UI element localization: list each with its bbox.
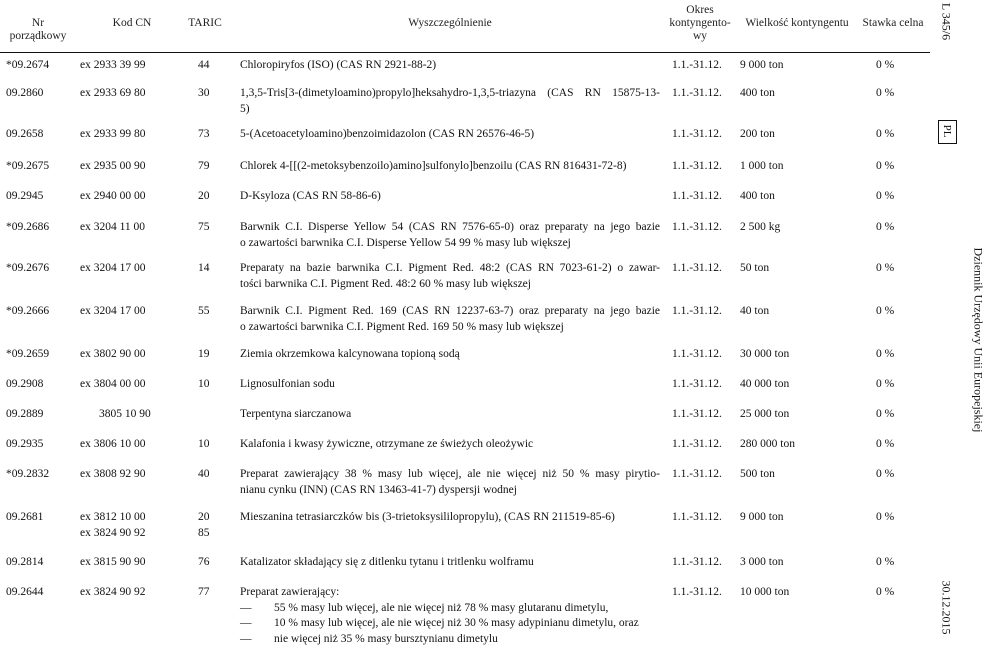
row-cn: [80, 377, 162, 393]
row-description: [240, 437, 660, 453]
row-cn: [80, 159, 162, 175]
row-cn-code: ex 2940 00 00: [80, 190, 146, 202]
row-nr: 09.2889: [6, 408, 44, 420]
row-wielkosc: 400 ton: [740, 190, 775, 202]
row-taric-code: 20: [198, 511, 210, 523]
row-cn-code: ex 3804 00 00: [80, 378, 146, 390]
header-okres: [664, 4, 736, 43]
row-description: [240, 220, 660, 251]
row-cn-code: ex 3824 90 92: [80, 526, 146, 539]
row-taric: [198, 437, 218, 453]
row-taric-code: 40: [198, 468, 210, 480]
row-taric: [198, 467, 218, 483]
row-stawka: 0 %: [876, 262, 895, 274]
row-okres: 1.1.-31.12.: [672, 160, 722, 172]
row-description: [240, 58, 660, 74]
row-description: [240, 555, 660, 571]
row-nr: *09.2659: [6, 348, 50, 360]
row-cn: [80, 585, 162, 601]
row-stawka: 0 %: [876, 556, 895, 568]
row-okres: 1.1.-31.12.: [672, 305, 722, 317]
row-nr: 09.2860: [6, 87, 44, 99]
row-description-line: nianu cynku (INN) (CAS RN 13463-41-7) dyspersji wodnej: [240, 483, 517, 496]
header-stawka: Stawka celna: [862, 17, 924, 29]
row-wielkosc: 10 000 ton: [740, 586, 790, 598]
row-description-line: Katalizator składający się z ditlenku tytanu i tritlenku wolframu: [240, 556, 534, 568]
row-wielkosc: 200 ton: [740, 128, 775, 140]
row-stawka: 0 %: [876, 59, 895, 71]
row-nr: 09.2945: [6, 190, 44, 202]
row-cn-code: ex 3802 90 00: [80, 348, 146, 360]
row-description-line: Terpentyna siarczanowa: [240, 408, 352, 420]
row-okres: 1.1.-31.12.: [672, 468, 722, 480]
language-box: [938, 120, 957, 144]
row-cn-code: ex 3812 10 00: [80, 511, 146, 523]
row-taric-code: 44: [198, 59, 210, 71]
row-nr: 09.2814: [6, 556, 44, 568]
row-stawka: 0 %: [876, 160, 895, 172]
row-okres: 1.1.-31.12.: [672, 262, 722, 274]
row-nr: 09.2658: [6, 128, 44, 140]
row-stawka: 0 %: [876, 87, 895, 99]
row-cn-code: ex 2933 99 80: [80, 128, 146, 140]
row-wielkosc: 2 500 kg: [740, 221, 781, 233]
row-description-line: o zawartości barwnika C.I. Disperse Yellow 54 99 % masy lub większej: [240, 236, 571, 249]
row-description-line: Mieszanina tetrasiarczków bis (3-trietoksysililopropylu), (CAS RN 211519-85-6): [240, 511, 615, 523]
row-description: [240, 347, 660, 363]
row-stawka: 0 %: [876, 221, 895, 233]
row-description-line: D-Ksyloza (CAS RN 58-86-6): [240, 190, 381, 202]
row-description: [240, 261, 660, 292]
row-taric-code: 10: [198, 378, 210, 390]
row-stawka: 0 %: [876, 378, 895, 390]
row-cn: [80, 189, 162, 205]
header-okres-line3: wy: [692, 30, 708, 42]
row-taric: [198, 127, 218, 143]
row-taric: [198, 220, 218, 236]
row-stawka: 0 %: [876, 586, 895, 598]
row-description-line: Chlorek 4-[[(2-metoksybenzoilo)amino]sulfonylo]benzoilu (CAS RN 816431-72-8): [240, 160, 627, 172]
header-okres-line2: kontyngento-: [669, 17, 731, 29]
row-description-line: Lignosulfonian sodu: [240, 378, 335, 390]
row-description: [240, 127, 660, 143]
row-cn-code: ex 3204 11 00: [80, 221, 146, 233]
row-okres: 1.1.-31.12.: [672, 59, 722, 71]
row-wielkosc: 25 000 ton: [740, 408, 790, 420]
row-taric-code: 85: [198, 526, 210, 539]
row-taric-code: 20: [198, 190, 210, 202]
row-stawka: 0 %: [876, 438, 895, 450]
language-code: PL: [941, 124, 953, 138]
row-okres: 1.1.-31.12.: [672, 348, 722, 360]
row-taric: [198, 86, 218, 102]
row-description-line: Barwnik C.I. Disperse Yellow 54 (CAS RN 7576-65-0) oraz preparaty na jego bazie: [240, 221, 660, 233]
row-description: [240, 377, 660, 393]
row-wielkosc: 50 ton: [740, 262, 770, 274]
row-stawka: 0 %: [876, 128, 895, 140]
row-taric-code: 75: [198, 221, 210, 233]
row-cn-code: ex 3806 10 00: [80, 438, 146, 450]
row-taric: [198, 377, 218, 393]
row-cn: [80, 510, 162, 541]
row-wielkosc: 9 000 ton: [740, 59, 784, 71]
row-taric: [198, 189, 218, 205]
row-cn-code: ex 3808 92 90: [80, 468, 146, 480]
row-description-line: Preparat zawierający 38 % masy lub więcej, ale nie więcej niż 50 % masy pirytio-: [240, 468, 660, 480]
row-taric: [198, 159, 218, 175]
row-taric-code: 10: [198, 438, 210, 450]
row-okres: 1.1.-31.12.: [672, 87, 722, 99]
row-stawka: 0 %: [876, 348, 895, 360]
row-cn: [99, 407, 151, 423]
header-kod-cn: Kod CN: [112, 17, 152, 29]
publication-date: 30.12.2015: [939, 580, 954, 635]
row-stawka: 0 %: [876, 511, 895, 523]
row-okres: 1.1.-31.12.: [672, 378, 722, 390]
row-wielkosc: 30 000 ton: [740, 348, 790, 360]
row-taric-code: 79: [198, 160, 210, 172]
row-description-line: o zawartości barwnika C.I. Pigment Red. 169 50 % masy lub większej: [240, 320, 564, 333]
row-cn-code: ex 2933 69 80: [80, 87, 146, 99]
row-description-line: 1,3,5-Tris[3-(dimetyloamino)propylo]heksahydro-1,3,5-triazyna (CAS RN 15875-13-: [240, 87, 660, 99]
row-nr: *09.2832: [6, 468, 50, 480]
row-description-line: Barwnik C.I. Pigment Red. 169 (CAS RN 12237-63-7) oraz preparaty na jego bazie: [240, 305, 660, 317]
row-cn-code: ex 3204 17 00: [80, 305, 146, 317]
row-wielkosc: 500 ton: [740, 468, 775, 480]
row-description: [240, 467, 660, 498]
row-cn: [80, 304, 162, 320]
row-taric: [198, 261, 218, 277]
page-reference: L 345/6: [939, 2, 954, 41]
side-margin: [936, 0, 959, 661]
header-okres-line1: Okres: [686, 4, 714, 16]
row-taric: [198, 304, 218, 320]
row-okres: 1.1.-31.12.: [672, 438, 722, 450]
row-description: [240, 407, 660, 423]
row-taric-code: 55: [198, 305, 210, 317]
row-nr: *09.2686: [6, 221, 50, 233]
row-cn: [80, 467, 162, 483]
row-description-dash-item: — 10 % masy lub więcej, ale nie więcej niż 30 % masy adypinianu dimetylu, oraz: [240, 616, 660, 632]
row-description: [240, 510, 660, 526]
row-okres: 1.1.-31.12.: [672, 128, 722, 140]
journal-title: Dziennik Urzędowy Unii Europejskiej: [971, 247, 986, 433]
header-opis: Wyszczególnienie: [408, 17, 492, 29]
row-description: [240, 585, 660, 647]
row-okres: 1.1.-31.12.: [672, 586, 722, 598]
row-wielkosc: 9 000 ton: [740, 511, 784, 523]
row-description-line: Chloropiryfos (ISO) (CAS RN 2921-88-2): [240, 59, 437, 71]
row-taric-code: 77: [198, 586, 210, 598]
row-nr: 09.2935: [6, 438, 44, 450]
row-nr: 09.2681: [6, 511, 44, 523]
row-taric: [198, 58, 218, 74]
row-description-line: tości barwnika C.I. Pigment Red. 48:2 60 % masy lub większej: [240, 277, 531, 290]
row-wielkosc: 400 ton: [740, 87, 775, 99]
row-cn-code: ex 3204 17 00: [80, 262, 146, 274]
row-stawka: 0 %: [876, 408, 895, 420]
row-description: [240, 304, 660, 335]
row-description: [240, 86, 660, 117]
row-cn: [80, 127, 162, 143]
row-taric: [198, 555, 218, 571]
row-nr: *09.2676: [6, 262, 50, 274]
row-nr: *09.2666: [6, 305, 50, 317]
row-taric: [198, 347, 218, 363]
row-okres: 1.1.-31.12.: [672, 408, 722, 420]
row-taric-code: 19: [198, 348, 210, 360]
row-description-dash-item: — nie więcej niż 35 % masy bursztynianu dimetylu: [240, 632, 660, 648]
row-taric: [198, 510, 218, 541]
row-description-line: Ziemia okrzemkowa kalcynowana topioną sodą: [240, 348, 460, 360]
row-cn: [80, 555, 162, 571]
row-stawka: 0 %: [876, 190, 895, 202]
row-description-line: Preparat zawierający:: [240, 586, 340, 598]
row-description-line: 5-(Acetoacetyloamino)benzoimidazolon (CAS RN 26576-46-5): [240, 128, 535, 140]
row-description-dash-item: — 55 % masy lub więcej, ale nie więcej niż 78 % masy glutaranu dimetylu,: [240, 601, 660, 617]
row-taric-code: 14: [198, 262, 210, 274]
row-cn: [80, 86, 162, 102]
header-nr: Nr porządkowy: [9, 17, 67, 42]
row-nr: 09.2644: [6, 586, 44, 598]
row-taric-code: 73: [198, 128, 210, 140]
row-cn: [80, 437, 162, 453]
row-cn: [80, 220, 162, 236]
row-stawka: 0 %: [876, 468, 895, 480]
row-okres: 1.1.-31.12.: [672, 511, 722, 523]
row-cn-code: ex 2935 00 90: [80, 160, 146, 172]
row-description-line: Kalafonia i kwasy żywiczne, otrzymane ze świeżych oleożywic: [240, 438, 534, 450]
header-rule: [0, 52, 930, 53]
row-description-line: Preparaty na bazie barwnika C.I. Pigment Red. 48:2 (CAS RN 7023-61-2) o zawar-: [240, 262, 660, 274]
row-nr: *09.2674: [6, 59, 50, 71]
row-nr: 09.2908: [6, 378, 44, 390]
row-taric-code: 30: [198, 87, 210, 99]
row-okres: 1.1.-31.12.: [672, 556, 722, 568]
row-taric: [198, 585, 218, 601]
row-description: [240, 159, 660, 175]
header-taric: TARIC: [188, 17, 222, 29]
row-cn-code: ex 2933 39 99: [80, 59, 146, 71]
row-wielkosc: 280 000 ton: [740, 438, 795, 450]
row-cn-code: 3805 10 90: [99, 408, 151, 420]
row-cn: [80, 261, 162, 277]
row-wielkosc: 40 000 ton: [740, 378, 790, 390]
row-okres: 1.1.-31.12.: [672, 221, 722, 233]
row-taric-code: 76: [198, 556, 210, 568]
row-cn: [80, 58, 162, 74]
row-cn: [80, 347, 162, 363]
row-wielkosc: 3 000 ton: [740, 556, 784, 568]
row-description-line: 5): [240, 102, 250, 115]
row-description: [240, 189, 660, 205]
row-okres: 1.1.-31.12.: [672, 190, 722, 202]
row-wielkosc: 40 ton: [740, 305, 770, 317]
row-stawka: 0 %: [876, 305, 895, 317]
row-wielkosc: 1 000 ton: [740, 160, 784, 172]
row-cn-code: ex 3824 90 92: [80, 586, 146, 598]
header-wielkosc: Wielkość kontyngentu: [745, 17, 849, 29]
row-nr: *09.2675: [6, 160, 50, 172]
row-cn-code: ex 3815 90 90: [80, 556, 146, 568]
